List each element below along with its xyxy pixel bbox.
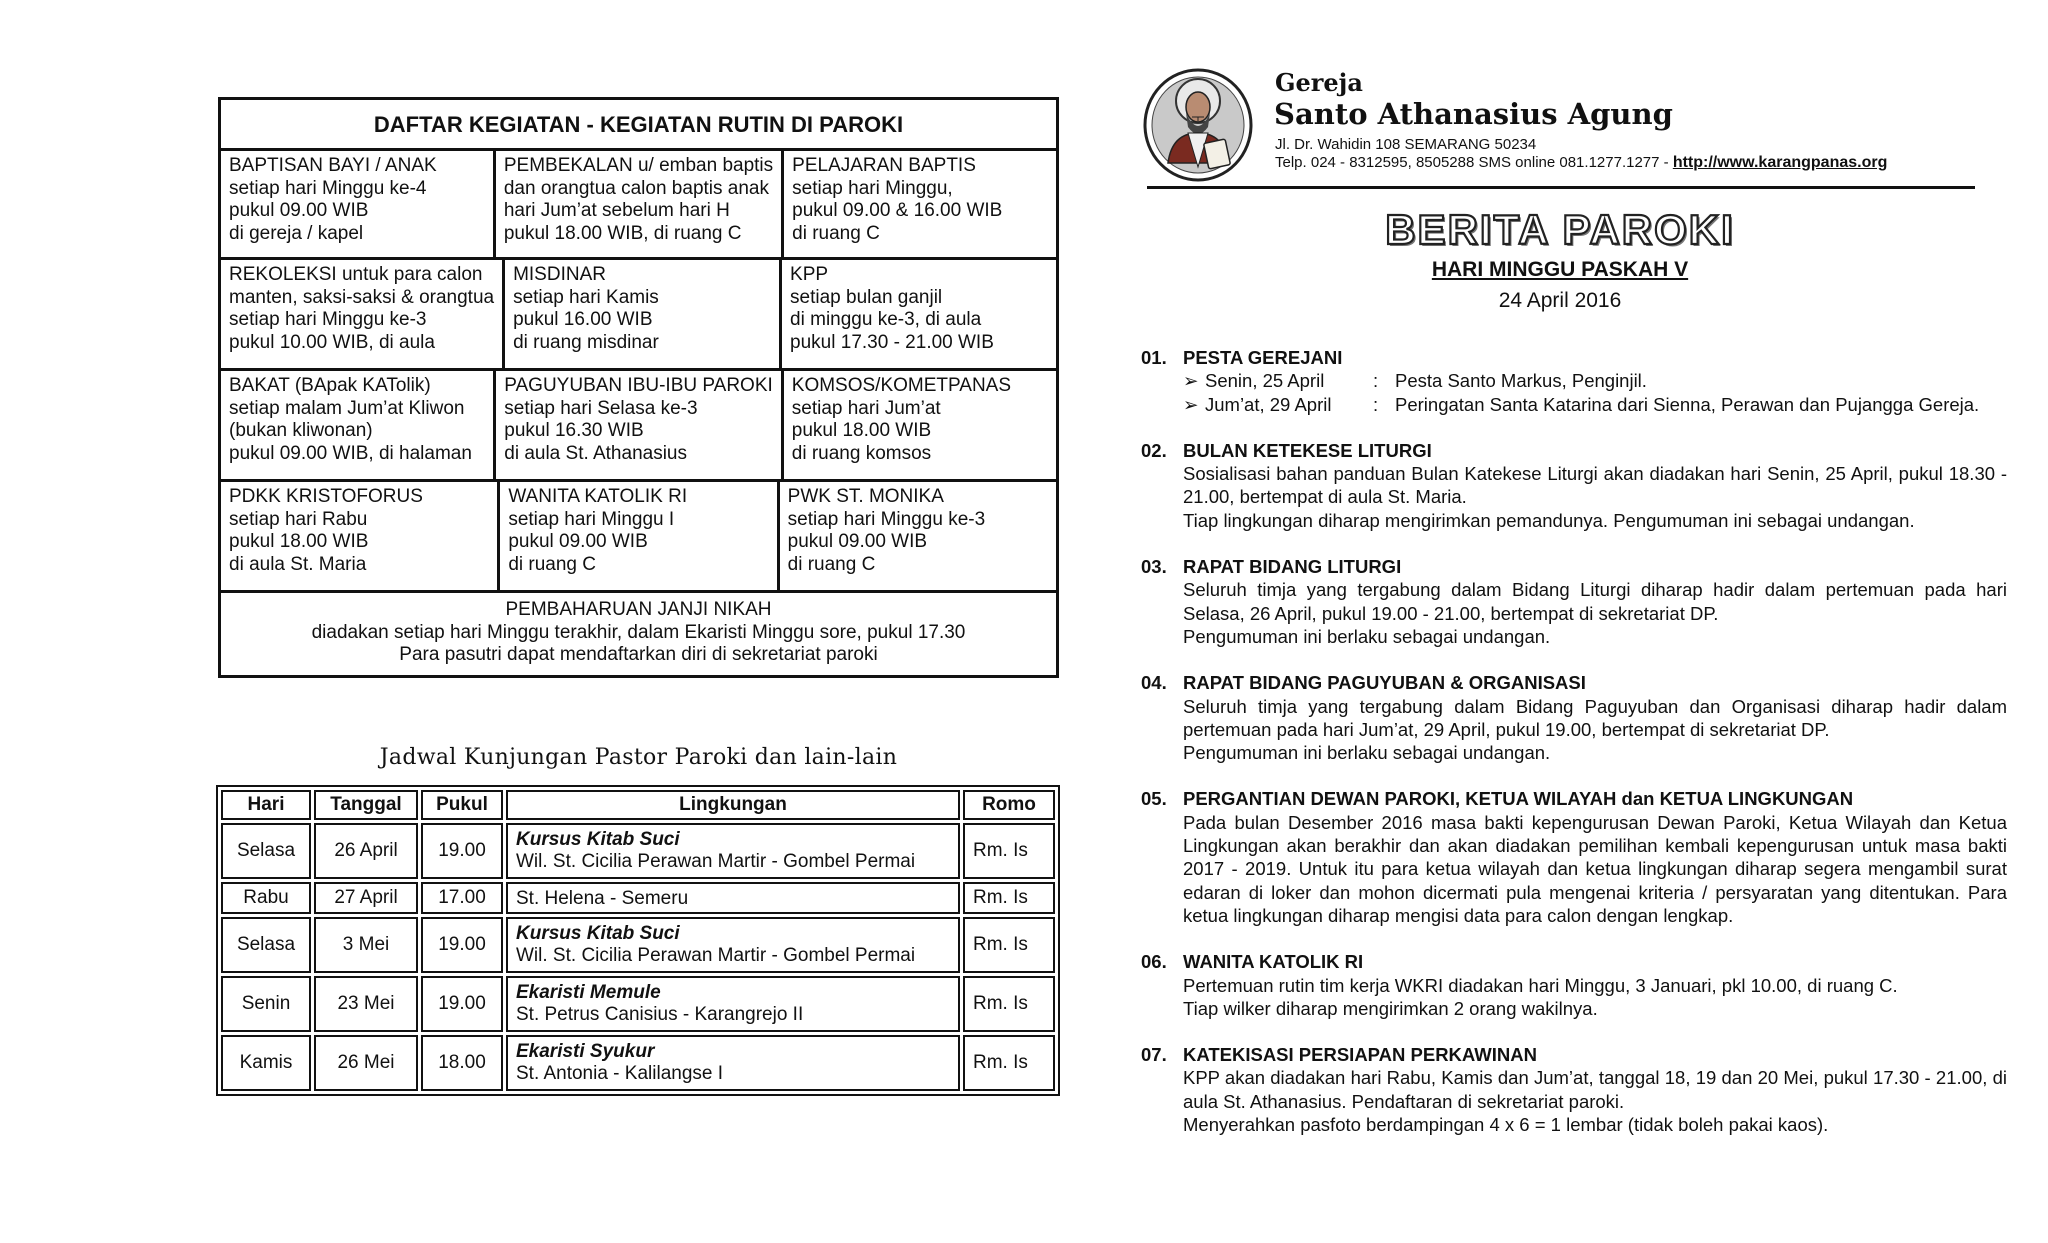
news-heading: 02. BULAN KETEKESE LITURGI [1141,439,1432,461]
news-body: Menyerahkan pasfoto berdampingan 4 x 6 = 1 lembar (tidak boleh pakai kaos). [1183,1114,1829,1136]
news-body: Pengumuman ini berlaku sebagai undangan. [1183,625,1551,647]
table-row: Rabu 27 April 17.00 St. Helena - Semeru Rm. Is [221,882,1055,914]
column-header: Lingkungan [506,790,960,820]
activity-cell: PAGUYUBAN IBU-IBU PAROKI setiap hari Selasa ke-3 pukul 16.30 WIB di aula St. Athanasius [493,371,781,479]
schedule-header-row [221,790,1055,820]
news-heading: 07. KATEKISASI PERSIAPAN PERKAWINAN [1141,1044,1537,1066]
liturgical-day: HARI MINGGU PASKAH V [1431,258,1689,281]
schedule-title: Jadwal Kunjungan Pastor Paroki dan lain-lain [379,745,898,770]
activities-row [221,482,1056,593]
news-body: Pengumuman ini berlaku sebagai undangan. [1183,742,1551,764]
website-link[interactable]: http://www.karangpanas.org [1672,154,1888,171]
church-address: Jl. Dr. Wahidin 108 SEMARANG 50234 [1275,136,1537,153]
contact-phones: Telp. 024 - 8312595, 8505288 SMS online 081.1277.1277 - [1275,154,1669,171]
news-list [1141,346,2007,1159]
news-heading: 04. RAPAT BIDANG PAGUYUBAN & ORGANISASI [1141,672,1586,694]
table-row: Senin 23 Mei 19.00 Ekaristi Memule St. Petrus Canisius - Karangrejo II Rm. Is [221,976,1055,1032]
activity-cell: PWK ST. MONIKA setiap hari Minggu ke-3 pukul 09.00 WIB di ruang C [777,482,1056,590]
news-item [1141,555,2007,648]
activity-cell: PEMBEKALAN u/ emban baptis dan orangtua calon baptis anak hari Jum’at sebelum hari H pukul 18.00 WIB, di ruang C [493,151,781,257]
issue-date: 24 April 2016 [1498,289,1622,312]
header-divider [1147,186,1975,189]
news-item [1141,950,2007,1020]
arrow-bullet-icon: ➢ [1183,393,1199,415]
news-body: Sosialisasi bahan panduan Bulan Katekese Liturgi akan diadakan hari Senin, 25 April, pukul 18.30 - 21.00, bertempat di aula St. Maria. [1183,463,2007,508]
table-row: Selasa 26 April 19.00 Kursus Kitab Suci Wil. St. Cicilia Perawan Martir - Gombel Permai Rm. Is [221,823,1055,879]
news-body: Seluruh timja yang tergabung dalam Bidang Paguyuban dan Organisasi diharap hadir dalam pertemuan pada hari Jum’at, 29 April, pukul 19.00, bertempat di sekretariat DP. [1183,695,2007,740]
news-heading: 06. WANITA KATOLIK RI [1141,951,1364,973]
church-label: Gereja [1275,68,1363,97]
news-item [1141,787,2007,927]
news-item [1141,671,2007,764]
column-header: Romo [963,790,1055,820]
arrow-bullet-icon: ➢ [1183,370,1199,392]
activity-cell: PDKK KRISTOFORUS setiap hari Rabu pukul 18.00 WIB di aula St. Maria [229,486,423,575]
activity-cell: KPP setiap bulan ganjil di minggu ke-3, di aula pukul 17.30 - 21.00 WIB [779,260,1056,368]
activity-cell: BAPTISAN BAYI / ANAK setiap hari Minggu ke-4 pukul 09.00 WIB di gereja / kapel [229,155,437,244]
news-body: Pada bulan Desember 2016 masa bakti kepengurusan Dewan Paroki, Ketua Wilayah dan Ketua Lingkungan akan berakhir dan akan diadakan pemilihan kembali kepengurusan untuk masa bakti 2017 - 2019. Untuk itu para ketua wilayah dan ketua lingkungan diharap segera mengambil surat edaran di loker dan mohon dicermati pula mengenai kriteria / persyaratan yang ditentukan. Para ketua lingkungan diharap mengisi data para calon dengan lengkap. [1183,811,2007,926]
activity-cell: PELAJARAN BAPTIS setiap hari Minggu, pukul 09.00 & 16.00 WIB di ruang C [781,151,1056,257]
church-contact [1275,154,1887,172]
news-item [1141,439,2007,532]
news-body: Tiap wilker diharap mengirimkan 2 orang wakilnya. [1183,997,1598,1019]
news-item [1141,346,2007,416]
activities-table [218,97,1059,678]
activities-title: DAFTAR KEGIATAN - KEGIATAN RUTIN DI PAROKI [221,100,1056,151]
activities-row [221,260,1056,371]
news-heading: 01. PESTA GEREJANI [1141,347,1343,368]
news-body: Pertemuan rutin tim kerja WKRI diadakan hari Minggu, 3 Januari, pkl 10.00, di ruang C. [1183,974,1898,996]
schedule-table [216,785,1060,1096]
column-header: Pukul [421,790,503,820]
activities-footer: PEMBAHARUAN JANJI NIKAH diadakan setiap hari Minggu terakhir, dalam Ekaristi Minggu sore, pukul 17.30 Para pasutri dapat mendaftarkan diri di sekretariat paroki [311,599,966,665]
church-logo-icon [1142,67,1254,183]
news-body: Seluruh timja yang tergabung dalam Bidang Liturgi diharap hadir dalam pertemuan pada hari Selasa, 26 April, pukul 19.00 - 21.00, bertempat di sekretariat DP. [1183,579,2007,624]
activity-cell: MISDINAR setiap hari Kamis pukul 16.00 WIB di ruang misdinar [502,260,779,368]
news-heading: 05. PERGANTIAN DEWAN PAROKI, KETUA WILAYAH dan KETUA LINGKUNGAN [1141,788,1854,810]
headline: BERITA PAROKI [1385,206,1735,253]
table-row: Kamis 26 Mei 18.00 Ekaristi Syukur St. Antonia - Kalilangse I Rm. Is [221,1035,1055,1091]
news-item [1141,1043,2007,1136]
news-body: KPP akan diadakan hari Rabu, Kamis dan Jum’at, tanggal 18, 19 dan 20 Mei, pukul 17.30 - 21.00, di aula St. Athanasius. Pendaftaran di sekretariat paroki. [1183,1067,2007,1112]
news-body: Tiap lingkungan diharap mengirimkan pemandunya. Pengumuman ini sebagai undangan. [1183,509,1915,531]
news-heading: 03. RAPAT BIDANG LITURGI [1141,556,1402,578]
table-row: Selasa 3 Mei 19.00 Kursus Kitab Suci Wil. St. Cicilia Perawan Martir - Gombel Permai Rm. Is [221,917,1055,973]
activity-cell: KOMSOS/KOMETPANAS setiap hari Jum’at pukul 18.00 WIB di ruang komsos [781,371,1056,479]
activity-cell: BAKAT (BApak KATolik) setiap malam Jum’at Kliwon (bukan kliwonan) pukul 09.00 WIB, di halaman [229,375,472,464]
activities-row [221,371,1056,482]
activity-cell: WANITA KATOLIK RI setiap hari Minggu I pukul 09.00 WIB di ruang C [497,482,776,590]
activity-cell: REKOLEKSI untuk para calon manten, saksi-saksi & orangtua setiap hari Minggu ke-3 pukul 10.00 WIB, di aula [229,264,495,353]
column-header: Hari [221,790,311,820]
event-line: ➢ Senin, 25 April : Pesta Santo Markus, Penginjil. [1183,370,1647,392]
column-header: Tanggal [314,790,418,820]
event-line: ➢ Jum’at, 29 April : Peringatan Santa Katarina dari Sienna, Perawan dan Pujangga Gereja. [1183,393,1980,415]
church-name: Santo Athanasius Agung [1274,97,1673,131]
activities-row [221,151,1056,260]
